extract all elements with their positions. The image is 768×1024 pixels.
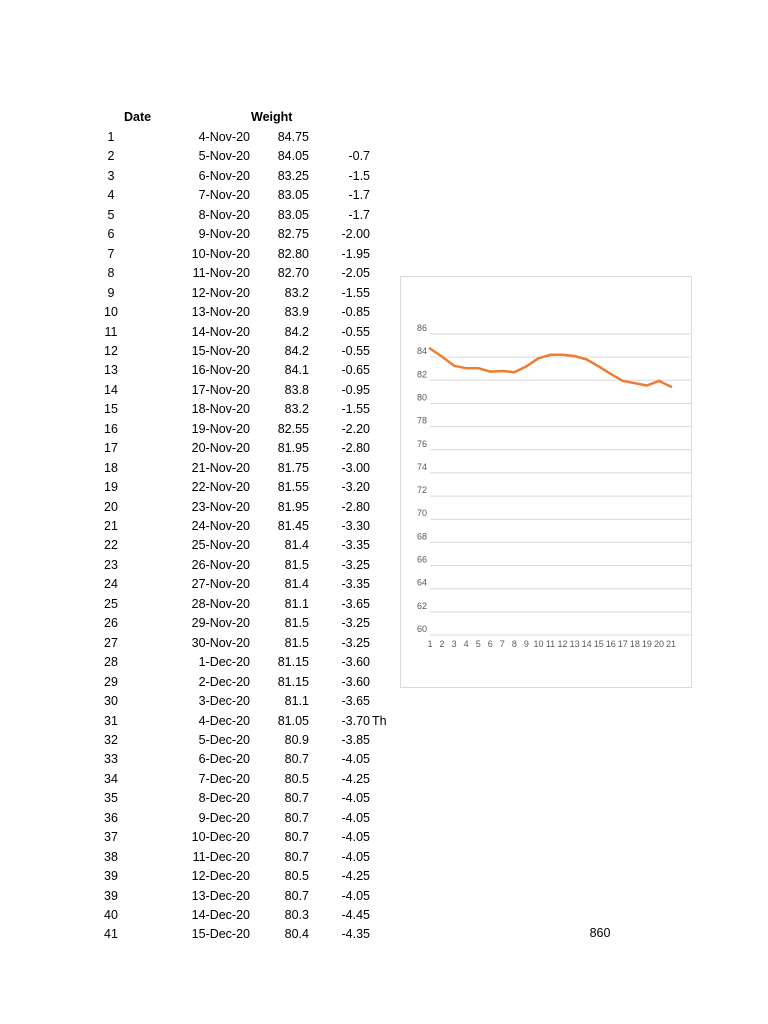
row-index: 6 bbox=[107, 227, 115, 242]
row-weight: 81.15 bbox=[277, 674, 309, 689]
row-weight: 81.95 bbox=[277, 441, 309, 456]
row-difference: -3.30 bbox=[341, 519, 370, 533]
row-difference: -0.65 bbox=[341, 363, 370, 378]
row-date: 30-Nov-20 bbox=[191, 635, 250, 650]
row-date: 15-Dec-20 bbox=[191, 927, 250, 942]
row-weight: 80.9 bbox=[284, 732, 309, 747]
data-point bbox=[453, 365, 455, 367]
x-tick-label: 16 bbox=[605, 639, 616, 649]
x-tick-label: 12 bbox=[557, 639, 568, 649]
row-weight: 80.7 bbox=[284, 810, 309, 825]
row-index: 19 bbox=[104, 480, 118, 495]
data-point bbox=[477, 367, 479, 369]
data-point bbox=[513, 371, 515, 373]
data-point bbox=[561, 354, 563, 356]
row-index: 29 bbox=[104, 674, 118, 689]
row-date: 11-Nov-20 bbox=[192, 266, 250, 281]
row-index: 24 bbox=[104, 577, 118, 592]
row-index: 39 bbox=[104, 869, 118, 884]
row-weight: 80.7 bbox=[284, 849, 309, 864]
row-weight: 81.4 bbox=[284, 577, 309, 592]
row-difference: -0.95 bbox=[341, 382, 370, 397]
y-tick-label: 76 bbox=[416, 438, 427, 449]
row-weight: 83.2 bbox=[284, 402, 309, 417]
data-point bbox=[501, 370, 503, 372]
row-weight: 84.05 bbox=[277, 149, 309, 164]
row-date: 21-Nov-20 bbox=[191, 460, 250, 475]
x-tick-label: 5 bbox=[475, 639, 481, 649]
row-date: 10-Dec-20 bbox=[191, 830, 250, 845]
row-date: 8-Dec-20 bbox=[198, 791, 250, 806]
row-index: 41 bbox=[104, 927, 118, 942]
data-point bbox=[429, 347, 431, 349]
data-point bbox=[537, 357, 539, 359]
data-point bbox=[598, 365, 600, 367]
row-weight: 83.05 bbox=[277, 188, 309, 203]
row-date: 1-Dec-20 bbox=[198, 655, 250, 670]
y-tick-label: 62 bbox=[416, 600, 427, 611]
row-index: 28 bbox=[104, 655, 118, 670]
row-index: 21 bbox=[104, 519, 118, 533]
row-index: 34 bbox=[104, 771, 118, 786]
row-weight: 80.4 bbox=[284, 927, 309, 942]
row-difference: -3.65 bbox=[341, 694, 370, 709]
y-tick-label: 64 bbox=[416, 577, 427, 588]
row-difference: -2.80 bbox=[341, 441, 370, 456]
row-weight: 80.5 bbox=[284, 869, 309, 884]
data-point bbox=[585, 358, 587, 360]
row-index: 26 bbox=[104, 616, 118, 631]
row-weight: 80.3 bbox=[284, 908, 309, 922]
row-date: 10-Nov-20 bbox=[191, 246, 250, 261]
header-date: Date bbox=[124, 110, 152, 124]
data-point bbox=[610, 373, 612, 375]
row-date: 26-Nov-20 bbox=[191, 557, 250, 572]
header-weight: Weight bbox=[251, 110, 293, 124]
row-difference: -1.7 bbox=[348, 207, 370, 222]
row-difference: -1.95 bbox=[341, 246, 370, 261]
row-difference: -3.25 bbox=[341, 635, 370, 650]
row-weight: 81.5 bbox=[284, 635, 309, 650]
data-point bbox=[658, 380, 660, 382]
x-tick-label: 9 bbox=[523, 639, 529, 649]
row-difference: -0.55 bbox=[341, 343, 370, 358]
footer-value: 860 bbox=[589, 926, 611, 940]
row-weight: 84.2 bbox=[284, 324, 309, 339]
row-index: 33 bbox=[104, 752, 118, 767]
row-weight: 81.75 bbox=[277, 460, 309, 475]
row-weight: 80.7 bbox=[284, 888, 309, 903]
x-tick-label: 1 bbox=[427, 639, 433, 649]
row-date: 12-Dec-20 bbox=[191, 869, 250, 884]
x-tick-label: 20 bbox=[653, 639, 664, 649]
row-date: 3-Dec-20 bbox=[198, 694, 250, 709]
row-date: 9-Dec-20 bbox=[198, 810, 250, 825]
row-index: 18 bbox=[104, 460, 118, 475]
row-weight: 83.9 bbox=[284, 305, 309, 320]
row-difference: -3.00 bbox=[341, 460, 370, 475]
row-index: 23 bbox=[104, 557, 118, 572]
data-point bbox=[646, 384, 648, 386]
y-tick-label: 68 bbox=[416, 531, 427, 542]
row-date: 16-Nov-20 bbox=[191, 363, 250, 378]
row-difference: -0.7 bbox=[348, 149, 370, 164]
x-tick-label: 11 bbox=[545, 639, 556, 649]
row-weight: 81.5 bbox=[284, 557, 309, 572]
row-difference: -4.05 bbox=[341, 888, 370, 903]
row-index: 36 bbox=[104, 810, 118, 825]
row-date: 27-Nov-20 bbox=[191, 577, 250, 592]
row-index: 39 bbox=[104, 888, 118, 903]
row-index: 14 bbox=[104, 382, 118, 397]
data-point bbox=[465, 367, 467, 369]
row-difference: -3.20 bbox=[341, 480, 370, 495]
row-weight: 81.4 bbox=[284, 538, 309, 553]
x-tick-label: 15 bbox=[593, 639, 604, 649]
row-difference: -4.45 bbox=[341, 908, 370, 922]
row-difference: -4.05 bbox=[341, 752, 370, 767]
row-index: 5 bbox=[107, 207, 115, 222]
y-tick-label: 82 bbox=[416, 369, 427, 380]
row-index: 11 bbox=[104, 324, 118, 339]
row-date: 11-Dec-20 bbox=[192, 849, 250, 864]
row-date: 7-Dec-20 bbox=[198, 771, 250, 786]
row-date: 6-Nov-20 bbox=[198, 168, 250, 183]
row-difference: -3.25 bbox=[341, 557, 370, 572]
row-weight: 81.05 bbox=[277, 713, 309, 728]
data-point bbox=[573, 355, 575, 357]
row-weight: 80.7 bbox=[284, 830, 309, 845]
row-date: 8-Nov-20 bbox=[198, 207, 250, 222]
row-index: 17 bbox=[104, 441, 118, 456]
row-weight: 81.1 bbox=[284, 694, 309, 709]
y-tick-label: 74 bbox=[416, 461, 427, 472]
row-date: 5-Dec-20 bbox=[198, 732, 250, 747]
weight-line-chart[interactable] bbox=[400, 276, 692, 688]
row-weight: 81.45 bbox=[277, 519, 309, 533]
row-difference: -3.70 bbox=[341, 713, 370, 728]
row-difference: -4.35 bbox=[341, 927, 370, 942]
row-index: 9 bbox=[107, 285, 115, 300]
row-weight: 80.7 bbox=[284, 791, 309, 806]
y-tick-label: 70 bbox=[416, 508, 427, 519]
row-difference: -0.55 bbox=[341, 324, 370, 339]
row-index: 10 bbox=[104, 305, 118, 320]
x-tick-label: 3 bbox=[451, 639, 457, 649]
y-tick-label: 80 bbox=[416, 392, 427, 403]
row-difference: -2.00 bbox=[341, 227, 370, 242]
x-tick-label: 10 bbox=[533, 639, 544, 649]
row-weight: 82.70 bbox=[277, 266, 309, 281]
row-index: 12 bbox=[104, 343, 118, 358]
row-weight: 84.2 bbox=[284, 343, 309, 358]
x-tick-label: 8 bbox=[511, 639, 517, 649]
data-point bbox=[622, 380, 624, 382]
row-difference: -1.55 bbox=[341, 402, 370, 417]
row-weight: 82.55 bbox=[277, 421, 309, 436]
row-difference: -2.05 bbox=[341, 266, 370, 281]
x-tick-label: 13 bbox=[569, 639, 580, 649]
row-index: 4 bbox=[107, 188, 115, 203]
row-difference: -3.25 bbox=[341, 616, 370, 631]
row-date: 13-Dec-20 bbox=[191, 888, 250, 903]
row-difference: -3.35 bbox=[341, 538, 370, 553]
row-index: 15 bbox=[104, 402, 118, 417]
row-difference: -4.05 bbox=[341, 830, 370, 845]
row-date: 24-Nov-20 bbox=[191, 519, 250, 533]
row-date: 29-Nov-20 bbox=[191, 616, 250, 631]
x-tick-label: 6 bbox=[487, 639, 493, 649]
data-point bbox=[525, 365, 527, 367]
row-difference: -3.65 bbox=[341, 596, 370, 611]
row-weight: 81.5 bbox=[284, 616, 309, 631]
row-index: 38 bbox=[104, 849, 118, 864]
row-note: Th bbox=[372, 713, 387, 728]
row-weight: 80.7 bbox=[284, 752, 309, 767]
y-tick-label: 60 bbox=[416, 624, 427, 634]
row-weight: 84.1 bbox=[284, 363, 309, 378]
row-weight: 84.75 bbox=[277, 130, 309, 144]
row-index: 7 bbox=[107, 246, 115, 261]
row-difference: -0.85 bbox=[341, 305, 370, 320]
x-tick-label: 18 bbox=[629, 639, 640, 649]
y-tick-label: 84 bbox=[416, 346, 427, 357]
row-date: 4-Dec-20 bbox=[198, 713, 250, 728]
row-date: 7-Nov-20 bbox=[198, 188, 250, 203]
y-tick-label: 72 bbox=[416, 485, 427, 496]
x-tick-label: 19 bbox=[641, 639, 652, 649]
row-weight: 83.2 bbox=[284, 285, 309, 300]
row-weight: 80.5 bbox=[284, 771, 309, 786]
row-weight: 83.8 bbox=[284, 382, 309, 397]
row-date: 15-Nov-20 bbox=[191, 343, 250, 358]
row-weight: 82.75 bbox=[277, 227, 309, 242]
row-index: 31 bbox=[104, 713, 118, 728]
row-date: 4-Nov-20 bbox=[198, 130, 250, 144]
x-tick-label: 4 bbox=[463, 639, 469, 649]
row-date: 5-Nov-20 bbox=[198, 149, 250, 164]
row-date: 22-Nov-20 bbox=[191, 480, 250, 495]
data-point bbox=[441, 355, 443, 357]
row-date: 13-Nov-20 bbox=[191, 305, 250, 320]
row-index: 30 bbox=[104, 694, 118, 709]
row-index: 37 bbox=[104, 830, 118, 845]
x-tick-label: 14 bbox=[581, 639, 592, 649]
row-index: 27 bbox=[104, 635, 118, 650]
x-tick-label: 17 bbox=[617, 639, 628, 649]
row-index: 20 bbox=[104, 499, 118, 514]
row-date: 14-Nov-20 bbox=[191, 324, 250, 339]
row-difference: -1.5 bbox=[348, 168, 370, 183]
row-difference: -4.05 bbox=[341, 810, 370, 825]
data-point bbox=[489, 370, 491, 372]
row-difference: -4.25 bbox=[341, 869, 370, 884]
row-index: 2 bbox=[107, 149, 115, 164]
row-index: 13 bbox=[104, 363, 118, 378]
row-weight: 83.05 bbox=[277, 207, 309, 222]
y-tick-label: 86 bbox=[416, 323, 427, 333]
row-weight: 81.15 bbox=[277, 655, 309, 670]
row-difference: -2.20 bbox=[341, 421, 370, 436]
row-index: 22 bbox=[104, 538, 118, 553]
row-weight: 82.80 bbox=[277, 246, 309, 261]
data-point bbox=[634, 382, 636, 384]
row-date: 20-Nov-20 bbox=[191, 441, 250, 456]
row-index: 35 bbox=[104, 791, 118, 806]
row-index: 8 bbox=[107, 266, 115, 281]
data-point bbox=[670, 385, 672, 387]
row-weight: 83.25 bbox=[277, 168, 309, 183]
row-date: 9-Nov-20 bbox=[198, 227, 250, 242]
x-tick-label: 2 bbox=[439, 639, 445, 649]
row-date: 12-Nov-20 bbox=[191, 285, 250, 300]
row-difference: -4.05 bbox=[341, 849, 370, 864]
data-point bbox=[549, 354, 551, 356]
row-weight: 81.1 bbox=[284, 596, 309, 611]
row-difference: -2.80 bbox=[341, 499, 370, 514]
row-weight: 81.95 bbox=[277, 499, 309, 514]
row-difference: -1.7 bbox=[348, 188, 370, 203]
row-date: 17-Nov-20 bbox=[191, 382, 250, 397]
row-difference: -3.35 bbox=[341, 577, 370, 592]
row-difference: -1.55 bbox=[341, 285, 370, 300]
row-date: 25-Nov-20 bbox=[191, 538, 250, 553]
row-index: 40 bbox=[104, 908, 118, 922]
row-difference: -4.05 bbox=[341, 791, 370, 806]
row-difference: -4.25 bbox=[341, 771, 370, 786]
row-difference: -3.85 bbox=[341, 732, 370, 747]
row-index: 3 bbox=[107, 168, 115, 183]
y-tick-label: 66 bbox=[416, 554, 427, 565]
row-difference: -3.60 bbox=[341, 655, 370, 670]
row-date: 6-Dec-20 bbox=[198, 752, 250, 767]
row-weight: 81.55 bbox=[277, 480, 309, 495]
row-date: 2-Dec-20 bbox=[198, 674, 250, 689]
row-date: 18-Nov-20 bbox=[191, 402, 250, 417]
row-index: 1 bbox=[107, 130, 115, 144]
row-date: 14-Dec-20 bbox=[191, 908, 250, 922]
x-tick-label: 21 bbox=[665, 639, 677, 649]
chart-canvas bbox=[401, 277, 675, 687]
row-index: 25 bbox=[104, 596, 118, 611]
row-index: 16 bbox=[104, 421, 118, 436]
row-index: 32 bbox=[104, 732, 118, 747]
row-date: 23-Nov-20 bbox=[191, 499, 250, 514]
row-date: 28-Nov-20 bbox=[191, 596, 250, 611]
row-difference: -3.60 bbox=[341, 674, 370, 689]
y-tick-label: 78 bbox=[416, 415, 427, 426]
x-tick-label: 7 bbox=[499, 639, 505, 649]
row-date: 19-Nov-20 bbox=[191, 421, 250, 436]
